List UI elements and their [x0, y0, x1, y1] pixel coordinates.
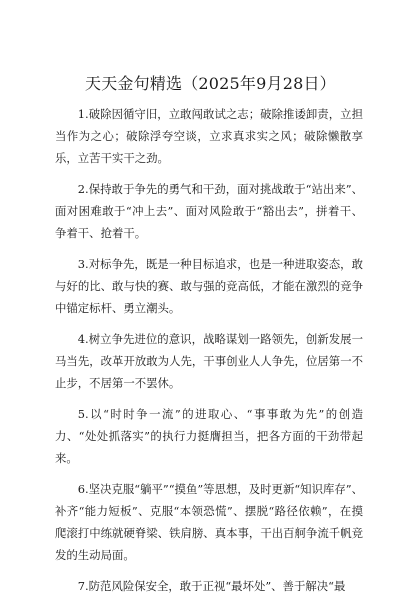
paragraph-1: 1.破除因循守旧，立敢闯敢试之志；破除推诿卸责，立担当作为之心；破除浮夸空谈，立求真求实之风；破除懒散享乐，立苦干实干之劲。 [55, 107, 363, 165]
paragraph-3: 3.对标争先，既是一种目标追求，也是一种进取姿态，敢与好的比、敢与快的赛、敢与强的竞高低，才能在激烈的竞争中锚定标杆、勇立潮头。 [55, 257, 363, 315]
document-page [55, 72, 363, 597]
paragraph-7: 7.防范风险保安全，敢于正视“最坏处”、善于解决“最 [77, 579, 346, 593]
document-title: 天天金句精选（2025年9月28日） [85, 74, 336, 93]
paragraph-5: 5.以“时时争一流”的进取心、“事事敢为先”的创造力、“处处抓落实”的执行力挺膺担当，把各方面的干劲带起来。 [55, 407, 363, 465]
paragraph-6: 6.坚决克服“躺平”“摸鱼”等思想，及时更新“知识库存”、补齐“能力短板”、克服“本领恐慌”、摆脱“路径依赖”，在摸爬滚打中练就硬脊梁、铁肩膀、真本事，干出百舸争流千帆竞发的生动局面。 [55, 482, 363, 562]
paragraph-4: 4.树立争先进位的意识，战略谋划一路领先，创新发展一马当先，改革开放敢为人先，干事创业人人争先，位居第一不止步，不居第一不罢休。 [55, 332, 363, 390]
paragraph-2: 2.保持敢于争先的勇气和干劲，面对挑战敢于“站出来”、面对困难敢于“冲上去”、面对风险敢于“豁出去”，拼着干、争着干、抢着干。 [55, 182, 363, 240]
